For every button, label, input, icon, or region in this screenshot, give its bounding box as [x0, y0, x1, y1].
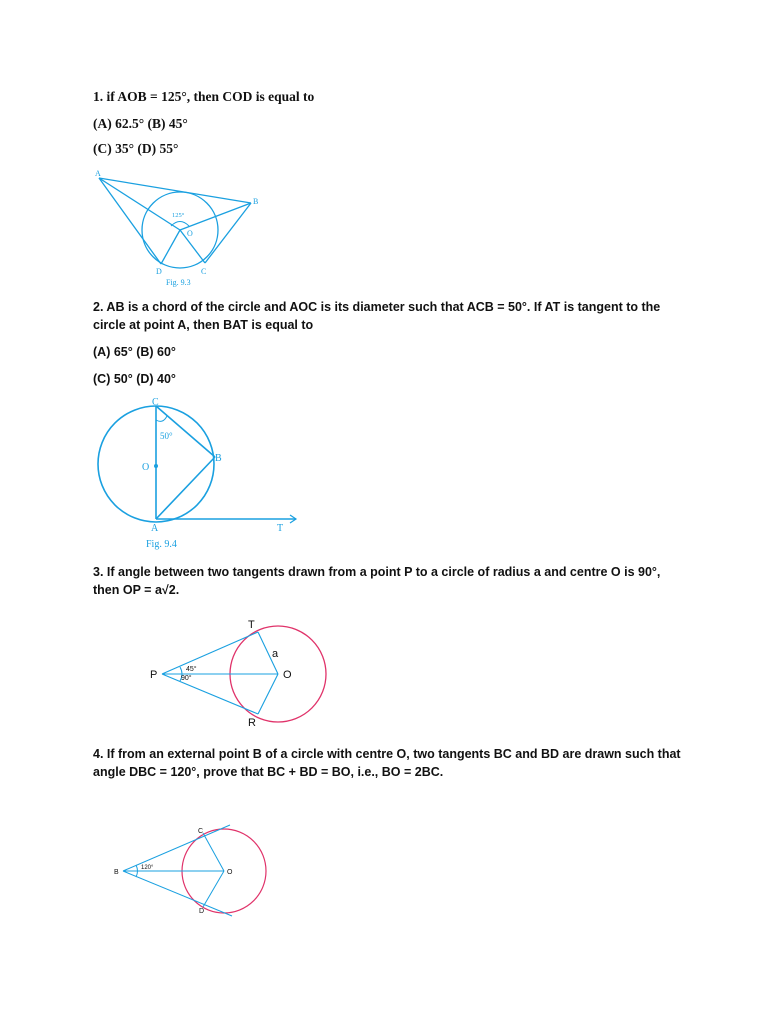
q2-options-line2: (C) 50° (D) 40° [93, 372, 176, 386]
q3-question-line2: then OP = a√2. [93, 583, 180, 597]
q4-tangent-bd [123, 871, 232, 916]
q4-label-o: O [227, 869, 233, 876]
q1-question: 1. if AOB = 125°, then COD is equal to [93, 89, 315, 104]
fig-9-3-label-a: A [95, 169, 101, 178]
fig-9-3-caption: Fig. 9.3 [166, 278, 191, 287]
fig-9-3-angle-label: 125° [172, 212, 185, 219]
q4-radius-od [203, 871, 224, 907]
q3-angle-90: 90° [181, 675, 192, 682]
q1-options-line2: (C) 35° (D) 55° [93, 141, 179, 156]
fig-9-4-chord-ab [156, 457, 215, 519]
fig-9-3-line-oc [180, 230, 205, 263]
q3-label-a: a [272, 648, 279, 660]
q3-label-t: T [248, 619, 255, 631]
fig-9-4-label-t: T [277, 523, 284, 534]
fig-9-3-label-b: B [253, 197, 259, 206]
fig-9-4-angle-arc [156, 416, 167, 421]
q4-circle [182, 829, 266, 913]
fig-9-3-label-o: O [187, 229, 193, 238]
q3-tangent-pr [162, 674, 258, 714]
q4-question-line2: angle DBC = 120°, prove that BC + BD = BO, i.e., BO = 2BC. [93, 765, 444, 779]
q3-radius-or [258, 674, 278, 714]
q4-label-b: B [114, 869, 119, 876]
fig-9-4-center-dot [154, 464, 158, 468]
fig-9-3-label-d: D [156, 267, 162, 276]
q3-radius-ot [258, 632, 278, 674]
q3-circle [230, 626, 326, 722]
q3-label-r: R [248, 717, 256, 729]
q2-options-line1: (A) 65° (B) 60° [93, 345, 176, 359]
fig-9-3-circle [142, 192, 218, 268]
fig-9-3-line-od [161, 230, 180, 264]
q3-angle-arc [180, 667, 182, 681]
fig-9-4-label-a: A [151, 523, 159, 534]
q3-angle-45: 45° [186, 666, 197, 673]
q4-radius-oc [203, 833, 224, 871]
fig-9-4-circle [98, 406, 214, 522]
fig-9-3-line-ad [99, 178, 161, 264]
q2-question-line1: 2. AB is a chord of the circle and AOC is its diameter such that ACB = 50°. If AT is tangent to the [93, 300, 661, 314]
fig-9-4-label-c: C [152, 397, 159, 408]
fig-9-3-angle-arc [171, 222, 189, 227]
fig-9-4-caption: Fig. 9.4 [146, 539, 177, 550]
fig-9-3-label-c: C [201, 267, 207, 276]
fig-9-4-arrow [290, 515, 296, 523]
q3-label-o: O [283, 669, 292, 681]
fig-9-3-line-bc [205, 203, 251, 263]
q4-label-c: C [198, 828, 204, 835]
fig-9-3-line-bo [180, 203, 251, 230]
q4-label-d: D [199, 908, 205, 915]
q4-question-line1: 4. If from an external point B of a circle with centre O, two tangents BC and BD are drawn such that [93, 747, 681, 761]
fig-9-4-angle-label: 50° [160, 431, 173, 441]
q4-angle-label: 120° [141, 865, 154, 871]
q3-label-p: P [150, 669, 158, 681]
fig-9-3-line-ab [99, 178, 251, 203]
q4-angle-arc [136, 865, 138, 877]
q3-question-line1: 3. If angle between two tangents drawn from a point P to a circle of radius a and centre O is 90°, [93, 565, 661, 579]
fig-9-4-label-o: O [142, 462, 150, 473]
q2-question-line2: circle at point A, then BAT is equal to [93, 318, 314, 332]
q3-tangent-pt [162, 632, 258, 674]
q4-tangent-bc [123, 825, 230, 871]
fig-9-4-label-b: B [215, 453, 222, 464]
fig-9-4-chord-cb [156, 406, 215, 457]
fig-9-3-line-ac [99, 178, 180, 230]
q1-options-line1: (A) 62.5° (B) 45° [93, 116, 188, 131]
